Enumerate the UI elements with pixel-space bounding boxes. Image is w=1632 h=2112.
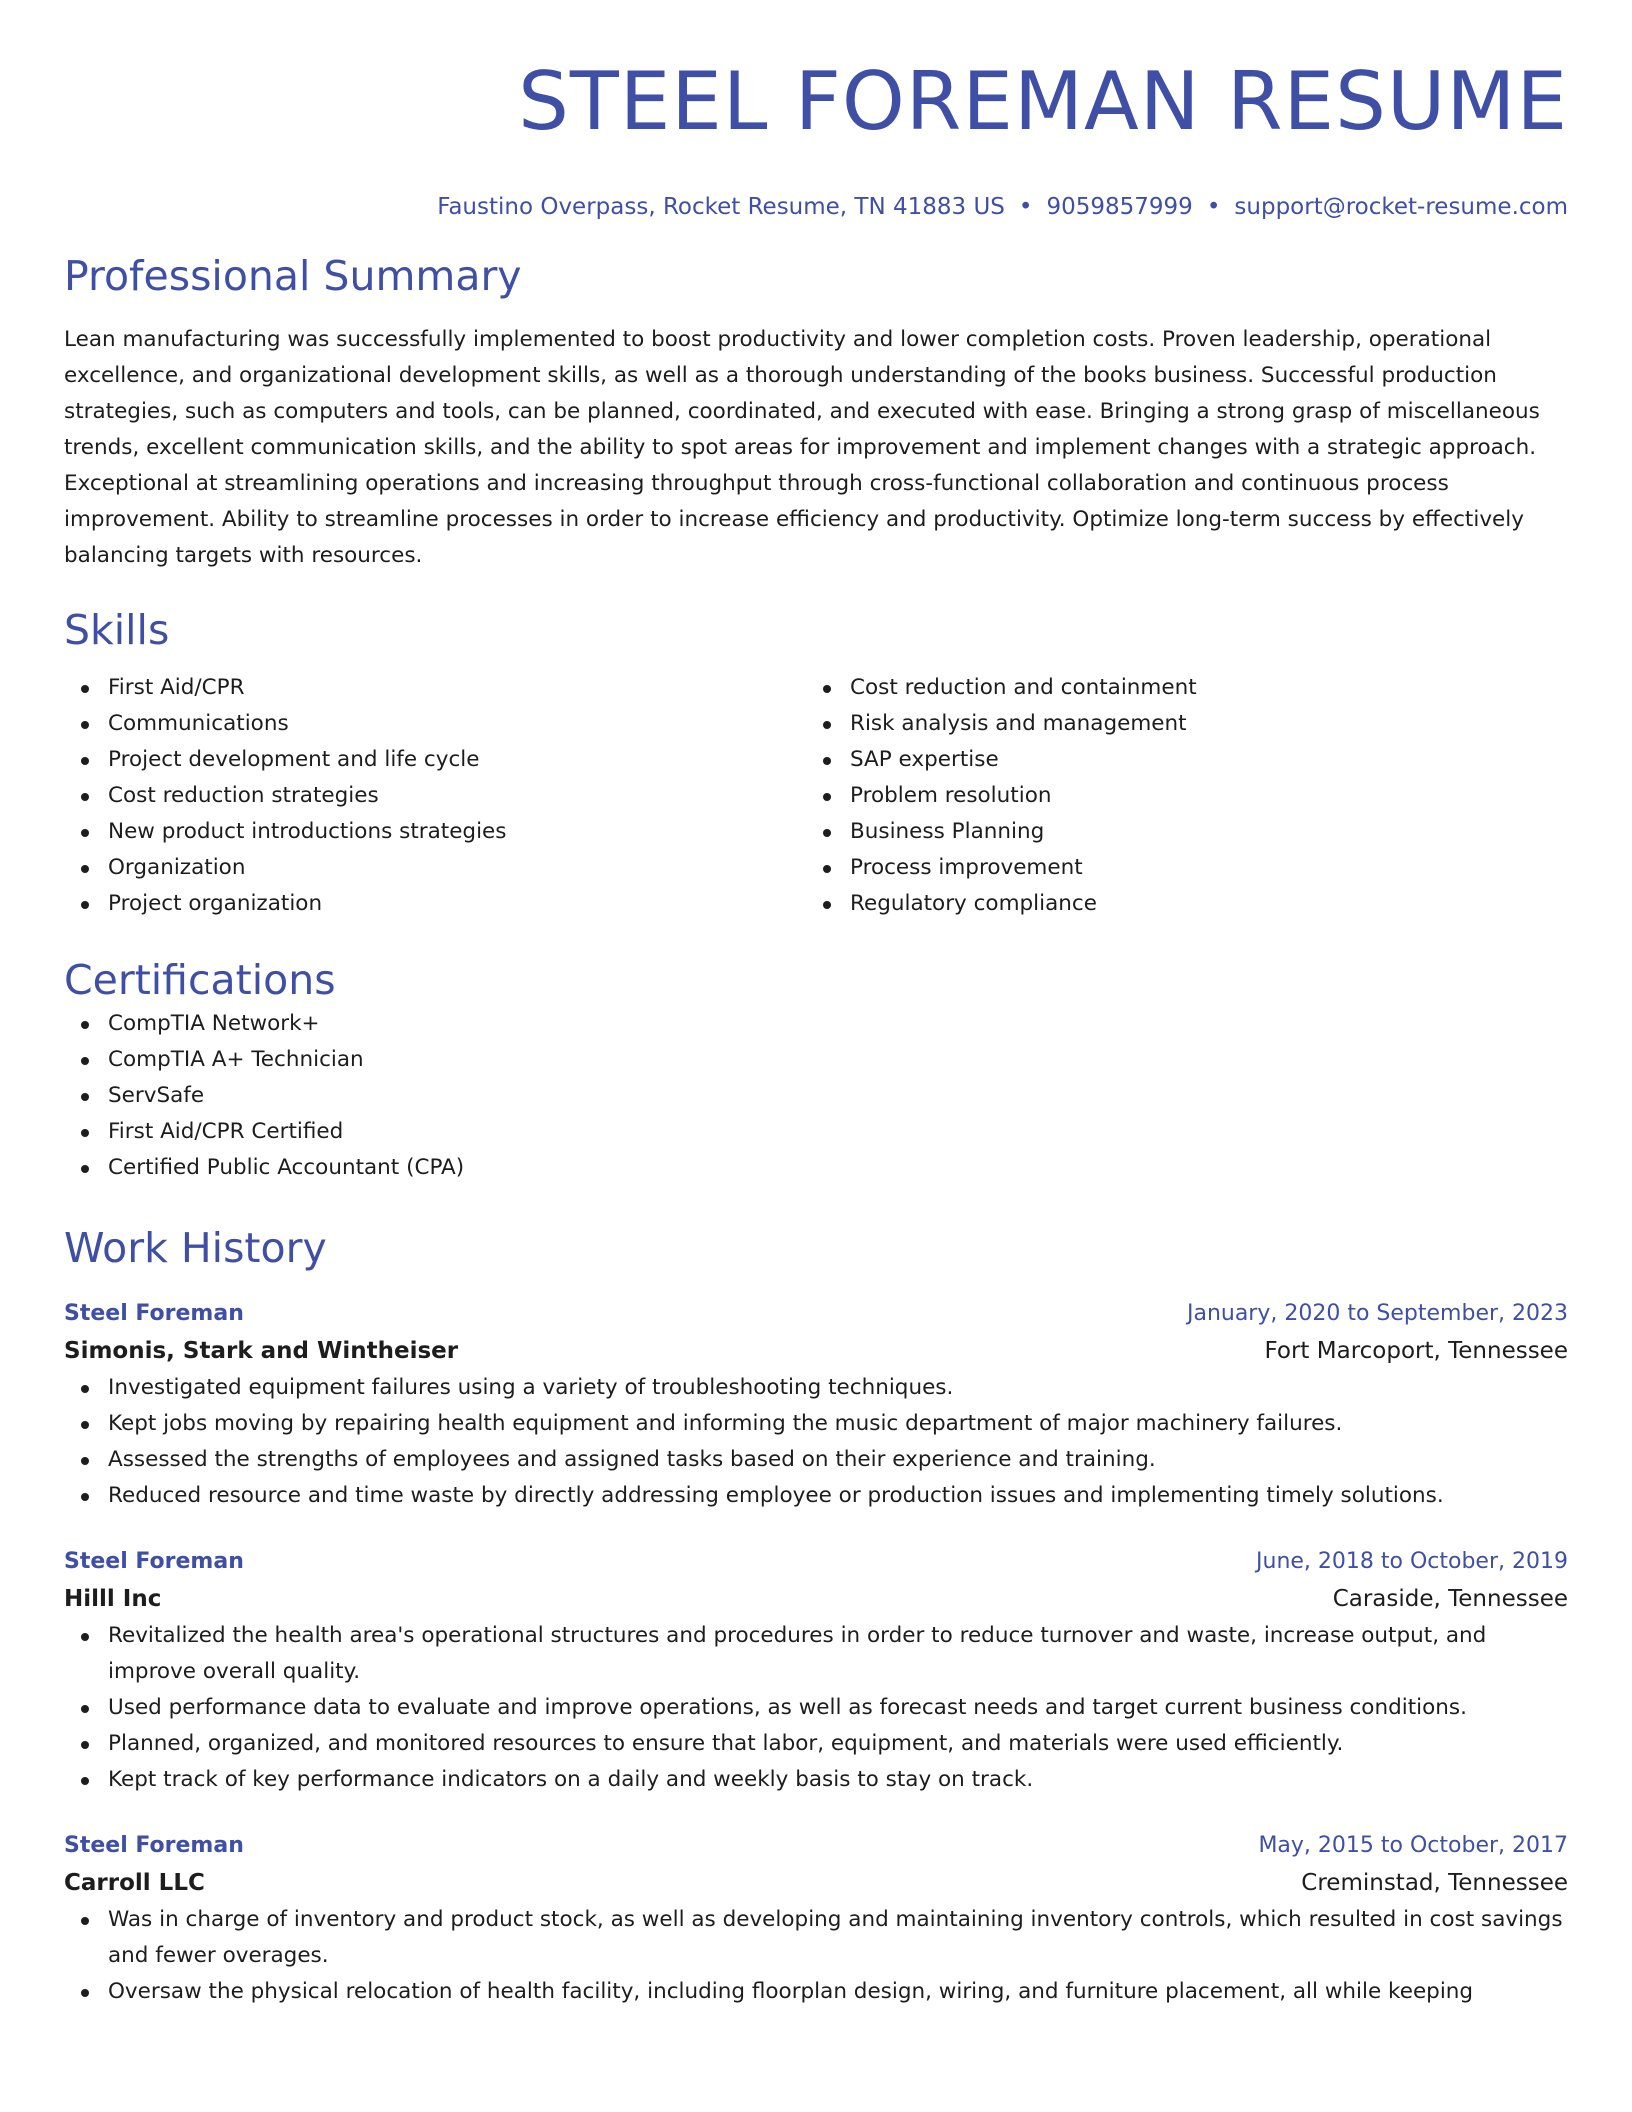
- work-history-section: [64, 1222, 1568, 2010]
- job-title-row: [64, 1828, 1568, 1864]
- skills-section: [64, 604, 1568, 922]
- job-bullet: Revitalized the health area's operational structures and procedures in order to reduce turnover and waste, increase output, and improve overall quality.: [64, 1618, 1568, 1690]
- skill-item: Cost reduction strategies: [64, 778, 806, 814]
- job-bullet: Was in charge of inventory and product stock, as well as developing and maintaining inventory controls, which resulted in cost savings and fewer overages.: [64, 1902, 1568, 1974]
- certification-item: CompTIA A+ Technician: [64, 1042, 1568, 1078]
- job-bullet: Planned, organized, and monitored resources to ensure that labor, equipment, and materials were used efficiently.: [64, 1726, 1568, 1762]
- job-bullet: Assessed the strengths of employees and assigned tasks based on their experience and training.: [64, 1442, 1568, 1478]
- job-bullet: Reduced resource and time waste by directly addressing employee or production issues and implementing timely solutions.: [64, 1478, 1568, 1514]
- skill-item: Communications: [64, 706, 806, 742]
- certifications-list: [64, 1006, 1568, 1186]
- job-role: Steel Foreman: [64, 1301, 244, 1326]
- skill-item: Organization: [64, 850, 806, 886]
- skill-item: Regulatory compliance: [806, 886, 1548, 922]
- certification-item: First Aid/CPR Certified: [64, 1114, 1568, 1150]
- job-title-row: [64, 1544, 1568, 1580]
- job-entry: [64, 1828, 1568, 2010]
- job-bullet: Investigated equipment failures using a variety of troubleshooting techniques.: [64, 1370, 1568, 1406]
- resume-title: STEEL FOREMAN RESUME: [518, 55, 1568, 148]
- skills-list-right: [806, 670, 1548, 922]
- summary-text: Lean manufacturing was successfully implemented to boost productivity and lower completion costs. Proven leadership, operational excellence, and organizational development skills, as well as a thorough understanding of the books business. Successful production strategies, such as computers and tools, can be planned, coordinated, and executed with ease. Bringing a strong grasp of miscellaneous trends, excellent communication skills, and the ability to spot areas for improvement and implement changes with a strategic approach. Exceptional at streamlining operations and increasing throughput through cross-functional collaboration and continuous process improvement. Ability to streamline processes in order to increase efficiency and productivity. Optimize long-term success by effectively balancing targets with resources.: [64, 327, 1540, 568]
- job-bullet: Used performance data to evaluate and improve operations, as well as forecast needs and target current business conditions.: [64, 1690, 1568, 1726]
- skill-item: Risk analysis and management: [806, 706, 1548, 742]
- contact-separator: •: [1018, 194, 1033, 220]
- job-location: Creminstad, Tennessee: [1301, 1870, 1568, 1896]
- contact-line: [64, 192, 1568, 222]
- job-location: Fort Marcoport, Tennessee: [1264, 1338, 1568, 1364]
- certification-item: Certified Public Accountant (CPA): [64, 1150, 1568, 1186]
- contact-email[interactable]: support@rocket-resume.com: [1234, 194, 1568, 220]
- job-company: Hilll Inc: [64, 1586, 162, 1612]
- skills-grid: [64, 670, 1568, 922]
- summary-heading: Professional Summary: [64, 252, 522, 300]
- skill-item: Problem resolution: [806, 778, 1548, 814]
- job-bullet: Kept jobs moving by repairing health equipment and informing the music department of major machinery failures.: [64, 1406, 1568, 1442]
- job-dates: June, 2018 to October, 2019: [1256, 1549, 1568, 1574]
- job-role: Steel Foreman: [64, 1549, 244, 1574]
- skill-item: Project development and life cycle: [64, 742, 806, 778]
- skill-item: Business Planning: [806, 814, 1548, 850]
- certification-item: ServSafe: [64, 1078, 1568, 1114]
- job-bullets: [64, 1370, 1568, 1514]
- skill-item: Project organization: [64, 886, 806, 922]
- certification-item: CompTIA Network+: [64, 1006, 1568, 1042]
- skill-item: First Aid/CPR: [64, 670, 806, 706]
- contact-separator: •: [1206, 194, 1221, 220]
- job-company: Carroll LLC: [64, 1870, 205, 1896]
- certifications-section: [64, 954, 1568, 1186]
- skill-item: Process improvement: [806, 850, 1548, 886]
- job-bullets: [64, 1902, 1568, 2010]
- job-bullets: [64, 1618, 1568, 1798]
- job-company-row: [64, 1580, 1568, 1618]
- job-dates: January, 2020 to September, 2023: [1186, 1301, 1568, 1326]
- job-entry: [64, 1296, 1568, 1514]
- contact-phone: 9059857999: [1046, 194, 1193, 220]
- job-dates: May, 2015 to October, 2017: [1258, 1833, 1568, 1858]
- job-company-row: [64, 1864, 1568, 1902]
- skills-list-left: [64, 670, 806, 922]
- resume-header: [64, 0, 1568, 222]
- job-title-row: [64, 1296, 1568, 1332]
- skill-item: SAP expertise: [806, 742, 1548, 778]
- skill-item: Cost reduction and containment: [806, 670, 1548, 706]
- job-role: Steel Foreman: [64, 1833, 244, 1858]
- work-history-heading: Work History: [64, 1224, 327, 1272]
- job-location: Caraside, Tennessee: [1332, 1586, 1568, 1612]
- certifications-heading: Certifications: [64, 956, 336, 1004]
- job-entry: [64, 1544, 1568, 1798]
- contact-address: Faustino Overpass, Rocket Resume, TN 41883 US: [437, 194, 1005, 220]
- skill-item: New product introductions strategies: [64, 814, 806, 850]
- job-bullet: Kept track of key performance indicators on a daily and weekly basis to stay on track.: [64, 1762, 1568, 1798]
- professional-summary-section: [64, 250, 1568, 574]
- job-company: Simonis, Stark and Wintheiser: [64, 1338, 459, 1364]
- job-company-row: [64, 1332, 1568, 1370]
- skills-heading: Skills: [64, 606, 170, 654]
- job-bullet: Oversaw the physical relocation of health facility, including floorplan design, wiring, and furniture placement, all while keeping: [64, 1974, 1568, 2010]
